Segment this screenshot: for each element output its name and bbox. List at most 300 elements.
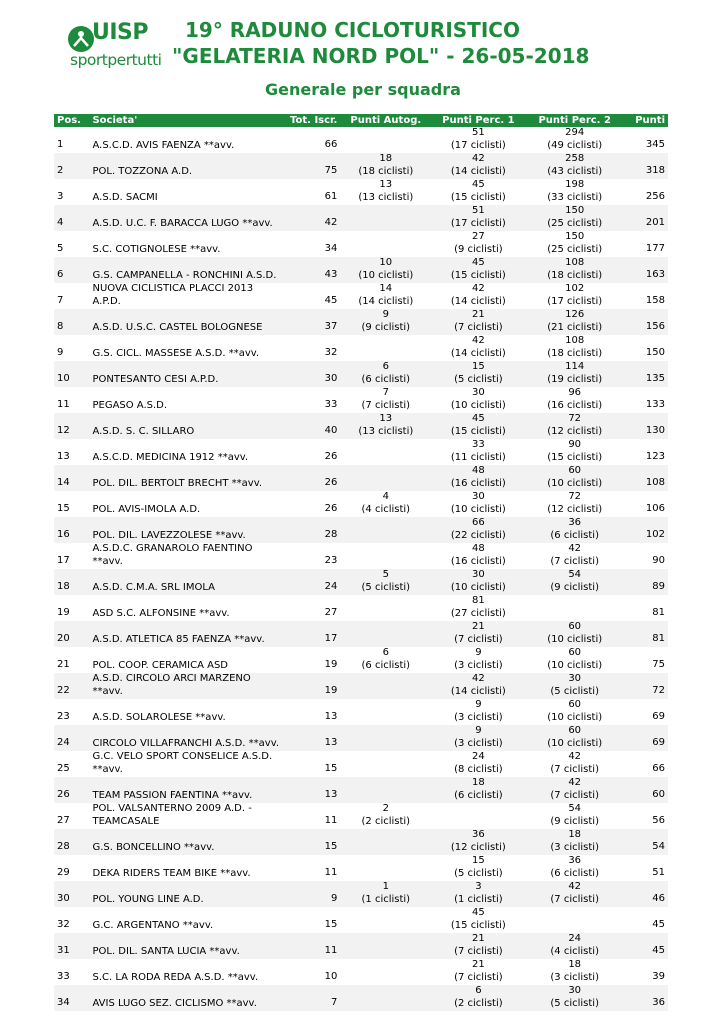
cell-punti [623,413,668,439]
cell-tot-iscr [285,491,342,517]
cell-societa [89,699,284,725]
cell-punti [623,803,668,829]
cell-punti [623,673,668,699]
perc2-points: 114 [565,361,585,372]
table-row [54,543,668,569]
cell-punti-perc1 [430,387,526,413]
cell-punti-perc1 [430,465,526,491]
cell-punti [623,881,668,907]
punti-value: 133 [645,398,665,410]
pos-value: 8 [57,320,64,332]
cell-punti-perc2 [527,439,623,465]
cell-punti-perc1 [430,725,526,751]
cell-tot-iscr [285,439,342,465]
table-row [54,933,668,959]
cell-punti [623,933,668,959]
cell-punti-autog [341,413,430,439]
cell-societa [89,361,284,387]
cell-tot-iscr [285,907,342,933]
perc1-points: 45 [472,179,485,190]
perc1-cyclists: (14 ciclisti) [450,165,506,177]
tot-iscr-value: 13 [324,710,338,722]
cell-punti-perc2 [527,205,623,231]
col-header-societa: Societa' [92,115,138,126]
tot-iscr-value: 26 [324,502,338,514]
autog-cyclists: (7 ciclisti) [361,399,411,411]
cell-punti-autog [341,673,430,699]
punti-value: 54 [652,840,665,852]
tot-iscr-value: 28 [324,528,338,540]
perc2-points: 72 [568,413,582,424]
societa-value: A.S.C.D. MEDICINA 1912 **avv. [92,451,249,463]
cell-societa [89,283,284,309]
cell-punti-perc1 [430,933,526,959]
cell-societa [89,413,284,439]
cell-punti-perc1 [430,179,526,205]
cell-pos [54,569,89,595]
perc1-cyclists: (27 ciclisti) [450,607,506,619]
cell-pos [54,725,89,751]
cell-tot-iscr [285,205,342,231]
perc1-points: 48 [472,465,485,476]
table-row [54,413,668,439]
perc2-points: 42 [568,543,582,554]
cell-societa [89,751,284,777]
table-row [54,205,668,231]
cell-punti-perc1 [430,595,526,621]
cell-punti-perc2 [527,933,623,959]
cell-pos [54,803,89,829]
punti-value: 45 [652,944,665,956]
cell-tot-iscr [285,257,342,283]
perc1-points: 42 [472,673,485,684]
cell-punti-autog [341,647,430,673]
societa-value: POL. AVIS-IMOLA A.D. [92,503,201,515]
table-row [54,699,668,725]
autog-points: 5 [382,569,389,580]
cell-punti-autog [341,881,430,907]
societa-value: POL. VALSANTERNO 2009 A.D. - TEAMCASALE [92,803,252,827]
cell-societa [89,933,284,959]
cell-punti-perc2 [527,881,623,907]
punti-value: 72 [652,684,665,696]
perc2-cyclists: (25 ciclisti) [547,217,603,229]
cell-punti-perc2 [527,803,623,829]
cell-pos [54,699,89,725]
perc2-points: 126 [565,309,585,320]
perc1-cyclists: (14 ciclisti) [450,685,506,697]
cell-punti-perc2 [527,673,623,699]
cell-punti-autog [341,465,430,491]
table-row [54,985,668,1011]
cell-punti-perc2 [527,751,623,777]
autog-cyclists: (6 ciclisti) [361,659,411,671]
cell-punti-perc1 [430,205,526,231]
cell-societa [89,335,284,361]
logo-subtext: sportpertutti [70,51,162,69]
societa-value: PONTESANTO CESI A.P.D. [92,373,219,385]
perc2-points: 90 [568,439,582,450]
tot-iscr-value: 19 [324,658,338,670]
cell-societa [89,465,284,491]
cell-punti-perc1 [430,647,526,673]
autog-cyclists: (1 ciclisti) [361,893,411,905]
perc2-cyclists: (10 ciclisti) [547,477,603,489]
cell-punti [623,465,668,491]
cell-tot-iscr [285,621,342,647]
perc1-points: 9 [475,725,482,736]
cell-punti-perc2 [527,621,623,647]
societa-value: POL. DIL. LAVEZZOLESE **avv. [92,529,246,541]
societa-value: A.S.D. SOLAROLESE **avv. [92,711,226,723]
perc1-points: 51 [472,127,485,138]
cell-punti-perc1 [430,985,526,1011]
punti-value: 75 [652,658,665,670]
cell-punti [623,283,668,309]
cell-pos [54,283,89,309]
table-row [54,803,668,829]
cell-punti-perc1 [430,283,526,309]
perc1-cyclists: (12 ciclisti) [450,841,506,853]
table-row [54,777,668,803]
perc2-points: 18 [568,829,582,840]
cell-punti-autog [341,231,430,257]
tot-iscr-value: 15 [324,840,338,852]
cell-pos [54,257,89,283]
tot-iscr-value: 26 [324,476,338,488]
cell-punti [623,491,668,517]
pos-value: 9 [57,346,64,358]
pos-value: 24 [57,736,70,748]
cell-punti [623,699,668,725]
pos-value: 1 [57,138,64,150]
cell-punti-perc1 [430,413,526,439]
cell-punti-perc2 [527,725,623,751]
perc2-points: 36 [568,855,582,866]
cell-tot-iscr [285,387,342,413]
tot-iscr-value: 7 [331,996,338,1008]
autog-points: 4 [382,491,389,502]
perc1-cyclists: (6 ciclisti) [454,789,503,801]
cell-tot-iscr [285,517,342,543]
perc2-points: 60 [568,647,582,658]
tot-iscr-value: 43 [324,268,338,280]
tot-iscr-value: 61 [324,190,338,202]
perc2-cyclists: (12 ciclisti) [547,425,603,437]
cell-tot-iscr [285,647,342,673]
perc1-points: 66 [472,517,485,528]
pos-value: 13 [57,450,70,462]
autog-cyclists: (4 ciclisti) [361,503,411,515]
col-header-punti-perc1: Punti Perc. 1 [442,115,515,126]
table-row [54,673,668,699]
cell-societa [89,205,284,231]
autog-points: 2 [382,803,389,814]
societa-value: A.S.C.D. AVIS FAENZA **avv. [92,139,235,151]
punti-value: 130 [645,424,665,436]
cell-societa [89,517,284,543]
cell-societa [89,387,284,413]
col-header-pos: Pos. [57,115,81,126]
cell-punti-autog [341,205,430,231]
tot-iscr-value: 11 [324,866,338,878]
perc1-points: 45 [472,257,485,268]
societa-value: DEKA RIDERS TEAM BIKE **avv. [92,867,251,879]
perc2-points: 42 [568,751,582,762]
perc1-cyclists: (14 ciclisti) [450,347,506,359]
perc2-points: 108 [565,335,585,346]
table-row [54,231,668,257]
perc2-points: 258 [565,153,585,164]
cell-societa [89,829,284,855]
cell-punti-autog [341,361,430,387]
cell-punti-perc1 [430,829,526,855]
societa-value: G.S. BONCELLINO **avv. [92,841,215,853]
perc1-cyclists: (5 ciclisti) [454,373,503,385]
cell-punti-perc1 [430,907,526,933]
cell-punti-perc1 [430,335,526,361]
perc1-cyclists: (7 ciclisti) [454,945,503,957]
perc2-points: 102 [565,283,585,294]
cell-punti [623,127,668,153]
perc1-cyclists: (16 ciclisti) [450,555,506,567]
pos-value: 4 [57,216,64,228]
tot-iscr-value: 66 [324,138,338,150]
ranking-table [54,114,668,1011]
tot-iscr-value: 13 [324,736,338,748]
perc1-cyclists: (11 ciclisti) [450,451,506,463]
cell-societa [89,309,284,335]
cell-tot-iscr [285,777,342,803]
cell-pos [54,517,89,543]
cell-punti [623,439,668,465]
perc1-points: 21 [472,309,485,320]
table-row [54,647,668,673]
cell-pos [54,309,89,335]
tot-iscr-value: 45 [324,294,338,306]
societa-value: TEAM PASSION FAENTINA **avv. [92,789,253,801]
cell-punti-autog [341,699,430,725]
cell-pos [54,205,89,231]
societa-value: POL. YOUNG LINE A.D. [92,893,204,905]
cell-societa [89,569,284,595]
cell-punti-perc2 [527,777,623,803]
cell-punti-perc1 [430,855,526,881]
cell-tot-iscr [285,985,342,1011]
autog-points: 10 [379,257,393,268]
perc1-points: 9 [475,647,482,658]
table-row [54,569,668,595]
cell-pos [54,985,89,1011]
punti-value: 318 [645,164,665,176]
cell-punti-perc2 [527,361,623,387]
cell-punti-perc1 [430,673,526,699]
punti-value: 106 [645,502,665,514]
perc2-points: 30 [568,673,582,684]
perc1-cyclists: (14 ciclisti) [450,295,506,307]
tot-iscr-value: 19 [324,684,338,696]
societa-value: AVIS LUGO SEZ. CICLISMO **avv. [92,997,257,1009]
pos-value: 30 [57,892,70,904]
cell-punti [623,959,668,985]
cell-punti-perc1 [430,543,526,569]
table-row [54,881,668,907]
perc2-cyclists: (25 ciclisti) [547,243,603,255]
pos-value: 2 [57,164,64,176]
punti-value: 102 [645,528,665,540]
cell-punti-autog [341,543,430,569]
autog-points: 18 [379,153,393,164]
cell-societa [89,647,284,673]
cell-societa [89,543,284,569]
societa-value: A.S.D. C.M.A. SRL IMOLA [92,581,216,593]
pos-value: 28 [57,840,70,852]
pos-value: 25 [57,762,70,774]
autog-points: 6 [382,647,389,658]
perc2-cyclists: (15 ciclisti) [547,451,603,463]
cell-punti-autog [341,725,430,751]
perc1-points: 45 [472,907,485,918]
punti-value: 69 [652,736,665,748]
cell-punti-autog [341,335,430,361]
perc2-points: 30 [568,985,582,996]
tot-iscr-value: 17 [324,632,338,644]
tot-iscr-value: 11 [324,814,338,826]
cell-pos [54,751,89,777]
cell-pos [54,959,89,985]
cell-pos [54,595,89,621]
perc2-points: 72 [568,491,582,502]
cell-punti [623,335,668,361]
cell-punti-perc1 [430,257,526,283]
perc1-points: 3 [475,881,482,892]
table-row [54,335,668,361]
cell-punti-perc2 [527,699,623,725]
table-row [54,257,668,283]
perc1-cyclists: (15 ciclisti) [450,191,506,203]
cell-punti-autog [341,803,430,829]
perc2-points: 294 [565,127,585,138]
table-row [54,595,668,621]
cell-societa [89,621,284,647]
cell-punti [623,517,668,543]
cell-punti [623,855,668,881]
logo-text: UISP [92,20,149,45]
perc1-cyclists: (15 ciclisti) [450,269,506,281]
cell-tot-iscr [285,569,342,595]
cell-tot-iscr [285,153,342,179]
cell-punti-perc2 [527,257,623,283]
cell-societa [89,881,284,907]
cell-societa [89,959,284,985]
cell-punti-perc1 [430,127,526,153]
tot-iscr-value: 33 [324,398,338,410]
pos-value: 26 [57,788,70,800]
cell-societa [89,127,284,153]
perc2-cyclists: (10 ciclisti) [547,711,603,723]
cell-punti [623,231,668,257]
perc1-cyclists: (7 ciclisti) [454,321,503,333]
cell-pos [54,855,89,881]
table-row [54,751,668,777]
cell-punti-perc1 [430,361,526,387]
table-row [54,153,668,179]
col-header-punti-autog: Punti Autog. [350,115,422,126]
cell-punti-perc1 [430,569,526,595]
cell-punti-perc2 [527,595,623,621]
cell-societa [89,231,284,257]
table-row [54,361,668,387]
autog-cyclists: (14 ciclisti) [358,295,414,307]
pos-value: 14 [57,476,70,488]
cell-punti-perc2 [527,413,623,439]
cell-societa [89,179,284,205]
cell-punti-perc2 [527,491,623,517]
punti-value: 36 [652,996,665,1008]
perc2-cyclists: (7 ciclisti) [550,763,599,775]
autog-cyclists: (5 ciclisti) [361,581,411,593]
perc1-points: 48 [472,543,485,554]
pos-value: 16 [57,528,70,540]
cell-pos [54,231,89,257]
cell-pos [54,413,89,439]
cell-pos [54,179,89,205]
societa-value: POL. DIL. SANTA LUCIA **avv. [92,945,240,957]
punti-value: 81 [652,606,665,618]
perc2-cyclists: (5 ciclisti) [550,685,599,697]
cell-punti-autog [341,127,430,153]
cell-punti-autog [341,985,430,1011]
pos-value: 21 [57,658,70,670]
perc2-cyclists: (18 ciclisti) [547,269,603,281]
perc2-cyclists: (18 ciclisti) [547,347,603,359]
cell-pos [54,543,89,569]
cell-tot-iscr [285,309,342,335]
autog-cyclists: (13 ciclisti) [358,191,414,203]
societa-value: ASD S.C. ALFONSINE **avv. [92,607,230,619]
cell-societa [89,803,284,829]
cell-punti-perc2 [527,907,623,933]
perc2-cyclists: (6 ciclisti) [550,529,599,541]
tot-iscr-value: 37 [324,320,338,332]
cell-societa [89,491,284,517]
autog-points: 6 [382,361,389,372]
punti-value: 39 [652,970,665,982]
autog-cyclists: (9 ciclisti) [361,321,411,333]
cell-punti-perc1 [430,803,526,829]
punti-value: 345 [645,138,665,150]
perc1-points: 27 [472,231,485,242]
perc1-points: 81 [472,595,485,606]
perc1-cyclists: (17 ciclisti) [450,217,506,229]
pos-value: 34 [57,996,70,1008]
perc2-cyclists: (9 ciclisti) [550,581,599,593]
perc2-cyclists: (19 ciclisti) [547,373,603,385]
punti-value: 158 [645,294,665,306]
societa-value: POL. COOP. CERAMICA ASD [92,659,229,671]
pos-value: 23 [57,710,70,722]
cell-punti-autog [341,595,430,621]
pos-value: 5 [57,242,64,254]
pos-value: 15 [57,502,70,514]
cell-punti-autog [341,569,430,595]
tot-iscr-value: 30 [324,372,338,384]
page-title-line2: "GELATERIA NORD POL" - 26-05-2018 [172,44,590,68]
pos-value: 18 [57,580,70,592]
tot-iscr-value: 15 [324,918,338,930]
cell-punti-perc2 [527,335,623,361]
societa-value: A.S.D. SACMI [92,191,158,203]
